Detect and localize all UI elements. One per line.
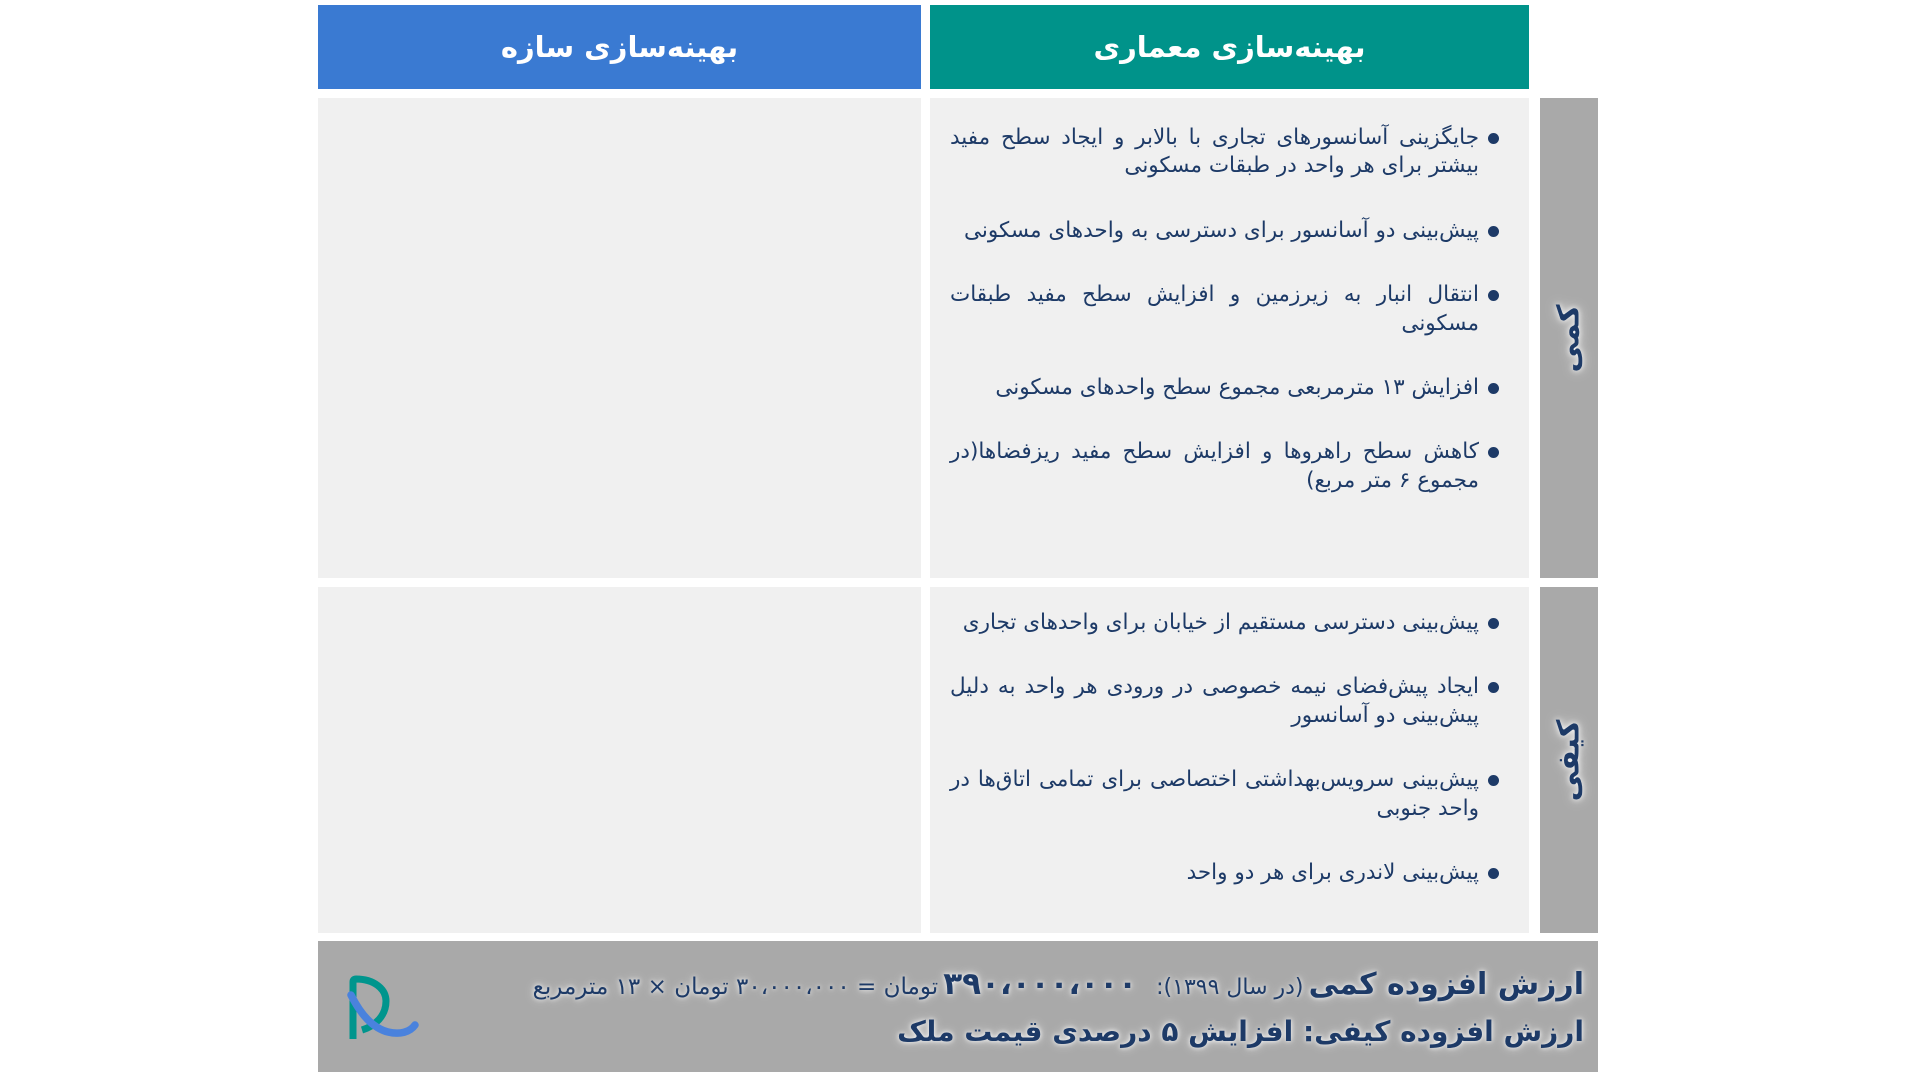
- bullet-text: پیش‌بینی دو آسانسور برای دسترسی به واحدهای مسکونی: [963, 217, 1479, 243]
- bullet-icon: [1488, 447, 1499, 458]
- bullet-icon: [1488, 290, 1499, 301]
- list-item: [950, 374, 1513, 402]
- bullet-icon: [1488, 226, 1499, 237]
- list-item: [950, 859, 1513, 887]
- architecture-quantitative-cell: [930, 98, 1529, 578]
- list-item: [950, 217, 1513, 245]
- architecture-qualitative-cell: [930, 587, 1529, 933]
- quantitative-value-title: ارزش افزوده کمی: [1308, 966, 1584, 1002]
- bullet-text: ایجاد پیش‌فضای نیمه خصوصی در ورودی هر واحد به دلیل پیش‌بینی دو آسانسور: [950, 674, 1479, 728]
- bullet-text: پیش‌بینی لاندری برای هر دو واحد: [1186, 859, 1479, 885]
- bullet-icon: [1488, 682, 1499, 693]
- bullet-icon: [1488, 868, 1499, 879]
- quantitative-value-formula: تومان = ۳۰،۰۰۰،۰۰۰ تومان × ۱۳ مترمربع: [532, 973, 939, 1000]
- list-item: [950, 673, 1513, 730]
- row-label-text: کمی: [1551, 304, 1587, 372]
- bullet-text: افزایش ۱۳ مترمربعی مجموع سطح واحدهای مسکونی: [995, 374, 1479, 400]
- row-label-qualitative: [1540, 587, 1598, 933]
- bullet-icon: [1488, 775, 1499, 786]
- bullet-icon: [1488, 618, 1499, 629]
- quantitative-value-amount: ۳۹۰،۰۰۰،۰۰۰: [943, 965, 1138, 1002]
- list-item: [950, 124, 1513, 181]
- list-item: [950, 766, 1513, 823]
- qualitative-value-line: ارزش افزوده کیفی: افزایش ۵ درصدی قیمت ملک: [897, 1014, 1584, 1048]
- bullet-text: جایگزینی آسانسورهای تجاری با بالابر و ایجاد سطح مفید بیشتر برای هر واحد در طبقات مسکونی: [950, 125, 1479, 179]
- header-structure-optimization: بهینه‌سازی سازه: [318, 5, 921, 89]
- quantitative-value-year: (در سال ۱۳۹۹):: [1156, 974, 1304, 1000]
- footer-text-block: [438, 941, 1584, 1072]
- quantitative-value-line: [438, 966, 1584, 1002]
- bullet-text: کاهش سطح راهروها و افزایش سطح مفید ریزفضاها(در مجموع ۶ متر مربع): [950, 439, 1479, 493]
- bullet-text: پیش‌بینی سرویس‌بهداشتی اختصاصی برای تمامی اتاق‌ها در واحد جنوبی: [950, 767, 1479, 821]
- header-architecture-optimization: بهینه‌سازی معماری: [930, 5, 1529, 89]
- bullet-icon: [1488, 133, 1499, 144]
- list-item: [950, 281, 1513, 338]
- bullet-text: پیش‌بینی دسترسی مستقیم از خیابان برای واحدهای تجاری: [962, 610, 1479, 635]
- bullet-icon: [1488, 383, 1499, 394]
- architecture-quantitative-list: [930, 98, 1529, 495]
- brand-logo: [344, 973, 420, 1041]
- architecture-qualitative-list: [930, 587, 1529, 887]
- list-item: [950, 609, 1513, 637]
- footer-bar: [318, 941, 1598, 1072]
- row-label-quantitative: [1540, 98, 1598, 578]
- list-item: [950, 438, 1513, 495]
- structure-qualitative-cell: [318, 587, 921, 933]
- bullet-text: انتقال انبار به زیرزمین و افزایش سطح مفید طبقات مسکونی: [950, 282, 1479, 336]
- row-label-text: کیفی: [1551, 719, 1587, 801]
- structure-quantitative-cell: [318, 98, 921, 578]
